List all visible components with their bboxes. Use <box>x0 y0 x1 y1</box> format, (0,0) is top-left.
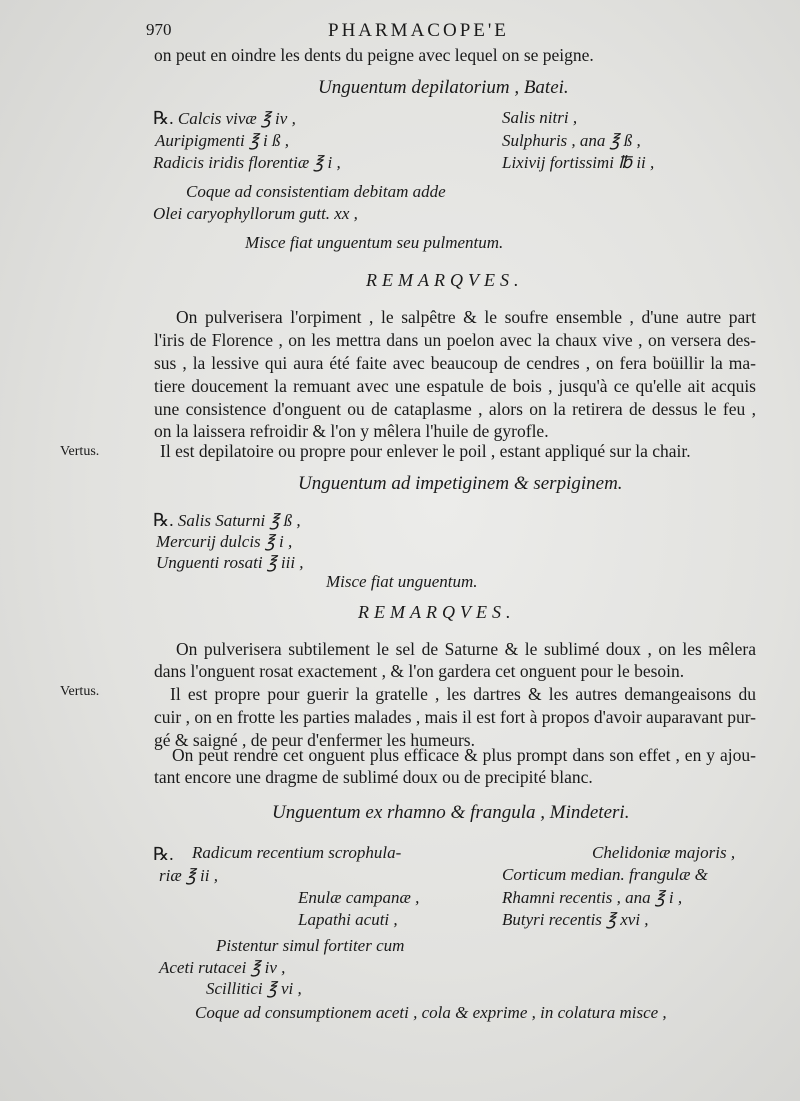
ingredient-line: Radicum recentium scrophula- <box>192 843 402 862</box>
recipe-title-rhamno: Unguentum ex rhamno & frangula , Mindeteri. <box>272 802 630 823</box>
ingredient-line: Auripigmenti ℥ i ß , <box>155 131 290 150</box>
instruction-line: Olei caryophyllorum gutt. xx , <box>153 204 358 223</box>
ingredient-line: Mercurij dulcis ℥ i , <box>156 532 293 551</box>
recipe-title-depilatorium: Unguentum depilatorium , Batei. <box>318 77 569 98</box>
remarque-line: dans l'onguent rosat exactement , & l'on gardera cet onguent pour le besoin. <box>154 661 685 681</box>
recipe-symbol-icon: ℞. <box>153 108 174 128</box>
remarque-line: sus , la lessive qui aura été faite avec beaucoup de cendres , on fera boüillir la ma- <box>154 353 756 373</box>
instruction-line: Aceti rutacei ℥ iv , <box>159 958 286 977</box>
vertus-text: cuir , on en frotte les parties malades , mais il est fort à propos d'avoir auparavant pur- <box>154 707 756 727</box>
ingredient-line: riæ ℥ ii , <box>159 866 218 885</box>
ingredient-line: Lixivij fortissimi ℔ ii , <box>502 153 655 172</box>
remarques-heading: REMARQVES. <box>358 602 516 622</box>
recipe-symbol-icon: ℞. <box>153 844 174 864</box>
ingredient-line: Radicis iridis florentiæ ℥ i , <box>153 153 341 172</box>
remarque-line: On pulverisera subtilement le sel de Saturne & le sublimé doux , on les mêlera <box>176 639 756 659</box>
ingredient-line <box>153 510 301 531</box>
page-number: 970 <box>146 20 172 39</box>
running-head: PHARMACOPE'E <box>328 20 509 41</box>
ingredient-line: Sulphuris , ana ℥ ß , <box>502 131 641 150</box>
remarque-line: On peut rendre cet onguent plus efficace & plus prompt dans son effet , en y ajou- <box>172 745 756 765</box>
final-instruction: Coque ad consumptionem aceti , cola & exprime , in colatura misce , <box>195 1003 667 1022</box>
instruction-line: Coque ad consistentiam debitam adde <box>186 182 446 201</box>
vertus-margin-label: Vertus. <box>60 444 100 459</box>
ingredient-line: Rhamni recentis , ana ℥ i , <box>502 888 683 907</box>
ingredient-line: Salis nitri , <box>502 108 578 127</box>
remarque-line: tiere doucement la remuant avec une espatule de bois , jusqu'à ce qu'elle ait acquis <box>154 376 756 396</box>
remarque-line: tant encore une dragme de sublimé doux ou de precipité blanc. <box>154 767 593 787</box>
vertus-text: gé & saigné , de peur d'enfermer les humeurs. <box>154 730 475 750</box>
instruction-line: Scillitici ℥ vi , <box>206 979 302 998</box>
ingredient-line: Enulæ campanæ , <box>298 888 420 907</box>
recipe-symbol-icon: ℞. <box>153 510 174 530</box>
ingredient-line <box>153 108 296 129</box>
vertus-text: Il est depilatoire ou propre pour enlever le poil , estant appliqué sur la chair. <box>160 441 691 461</box>
ingredient-line: Butyri recentis ℥ xvi , <box>502 910 649 929</box>
vertus-margin-label: Vertus. <box>60 684 100 699</box>
remarque-line: une consistence d'onguent ou de cataplasme , alors on la retirera de dessus le feu , <box>154 399 756 419</box>
vertus-text: Il est propre pour guerir la gratelle , les dartres & les autres demangeaisons du <box>170 684 756 704</box>
recipe-title-impetiginem: Unguentum ad impetiginem & serpiginem. <box>298 473 623 494</box>
remarque-line: l'iris de Florence , on les mettra dans un poelon avec la chaux vive , on versera des- <box>154 330 756 350</box>
ingredient-line: Corticum median. frangulæ & <box>502 865 708 884</box>
ingredient-line: Chelidoniæ majoris , <box>592 843 736 862</box>
continuation-line: on peut en oindre les dents du peigne avec lequel on se peigne. <box>154 45 594 65</box>
ingredient-text: Calcis vivæ ℥ iv , <box>177 109 296 128</box>
ingredient-line: Unguenti rosati ℥ iii , <box>156 553 304 572</box>
ingredient-text: Salis Saturni ℥ ß , <box>177 511 301 530</box>
remarque-line: On pulverisera l'orpiment , le salpêtre & le soufre ensemble , d'une autre part <box>176 307 756 327</box>
instruction-line: Pistentur simul fortiter cum <box>216 936 405 955</box>
remarque-line: on la laissera refroidir & l'on y mêlera l'huile de gyrofle. <box>154 421 549 441</box>
misce-line: Misce fiat unguentum. <box>326 572 478 591</box>
ingredient-line: Lapathi acuti , <box>298 910 398 929</box>
misce-line: Misce fiat unguentum seu pulmentum. <box>245 233 504 252</box>
remarques-heading: REMARQVES. <box>366 270 524 290</box>
